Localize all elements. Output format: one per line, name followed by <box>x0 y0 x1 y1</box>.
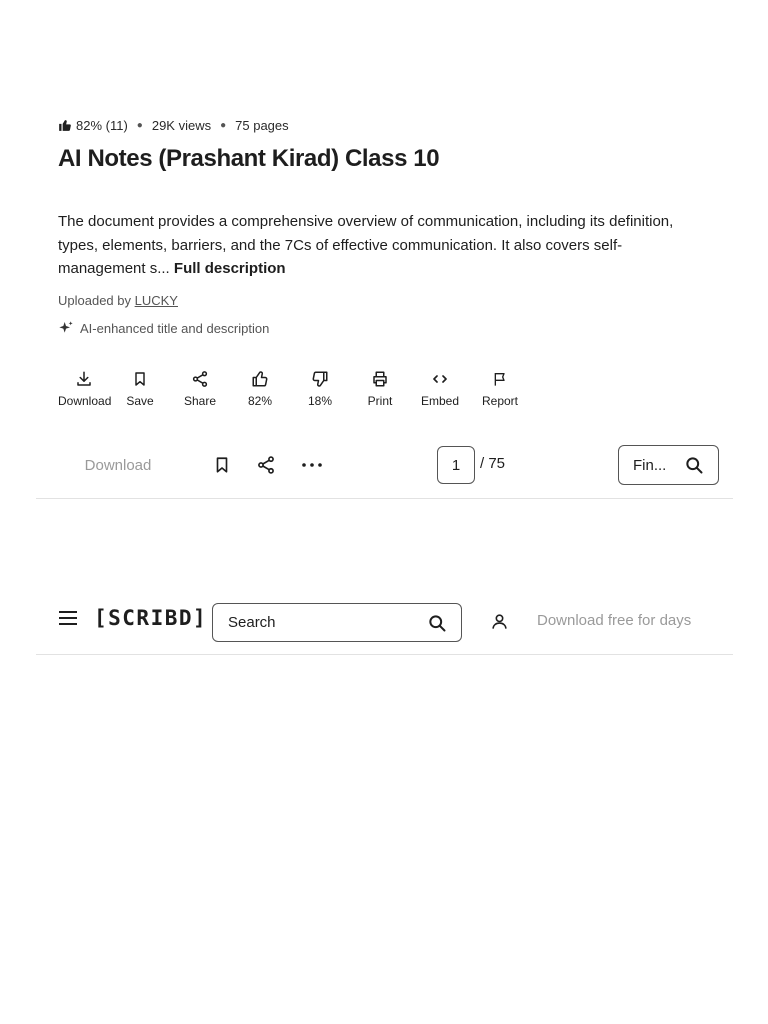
find-label: Fin... <box>633 456 667 474</box>
document-description <box>58 210 698 281</box>
action-bar <box>58 368 530 408</box>
like-action-label: 82% <box>247 394 273 408</box>
save-action-label: Save <box>126 394 154 408</box>
bookmark-icon[interactable] <box>208 451 236 479</box>
pages-text: 75 pages <box>235 117 289 133</box>
scribd-logo[interactable]: [SCRIBD] <box>94 606 208 630</box>
download-action-label: Download <box>58 394 112 408</box>
toolbar-divider <box>36 498 733 499</box>
code-icon <box>431 368 449 390</box>
full-description-link[interactable]: Full description <box>173 260 286 277</box>
print-action-label: Print <box>367 394 393 408</box>
uploader-link[interactable]: LUCKY <box>134 293 178 308</box>
flag-icon <box>492 368 508 390</box>
share-icon[interactable] <box>252 451 280 479</box>
find-in-document-button[interactable] <box>618 445 719 485</box>
dislike-action-label: 18% <box>307 394 333 408</box>
document-title: AI Notes (Prashant Kirad) Class 10 <box>58 145 440 172</box>
thumbs-up-icon <box>58 118 72 132</box>
user-icon[interactable] <box>490 612 509 636</box>
report-action-label: Report <box>481 394 519 408</box>
embed-action[interactable] <box>410 368 470 408</box>
more-options-icon[interactable] <box>298 451 326 479</box>
search-input[interactable] <box>212 603 462 642</box>
ai-note-text: AI-enhanced title and description <box>80 320 270 336</box>
menu-icon[interactable] <box>58 610 78 631</box>
download-action[interactable] <box>58 368 110 408</box>
page-total: / 75 <box>480 455 506 472</box>
rating-text: 82% (11) <box>76 117 128 133</box>
toolbar-download-button[interactable]: Download <box>58 448 178 482</box>
share-action-label: Share <box>183 394 217 408</box>
search-icon <box>684 455 704 475</box>
separator-dot: ● <box>136 119 143 131</box>
embed-action-label: Embed <box>420 394 460 408</box>
download-free-link[interactable]: Download free for days <box>537 612 692 629</box>
print-action[interactable] <box>350 368 410 408</box>
uploaded-by-label: Uploaded by <box>58 293 131 308</box>
search-placeholder: Search <box>228 614 276 631</box>
thumbs-up-icon <box>251 368 269 390</box>
download-icon <box>58 368 110 390</box>
like-action[interactable] <box>230 368 290 408</box>
separator-dot: ● <box>220 119 227 131</box>
ai-enhanced-note <box>58 320 269 336</box>
report-action[interactable] <box>470 368 530 408</box>
printer-icon <box>371 368 389 390</box>
sparkle-icon <box>58 320 74 336</box>
page-number-input[interactable]: 1 <box>437 446 475 484</box>
description-text: The document provides a comprehensive overview of communication, including its definition, types, elements, barriers, and the 7Cs of effective communication. It also covers self-management s... <box>58 213 674 277</box>
share-action[interactable] <box>170 368 230 408</box>
share-icon <box>191 368 209 390</box>
uploaded-by <box>58 293 178 308</box>
search-icon <box>427 613 447 633</box>
save-action[interactable] <box>110 368 170 408</box>
header-divider <box>36 654 733 655</box>
document-meta <box>58 115 289 135</box>
dislike-action[interactable] <box>290 368 350 408</box>
views-text: 29K views <box>151 117 212 133</box>
thumbs-down-icon <box>311 368 329 390</box>
bookmark-icon <box>132 368 148 390</box>
